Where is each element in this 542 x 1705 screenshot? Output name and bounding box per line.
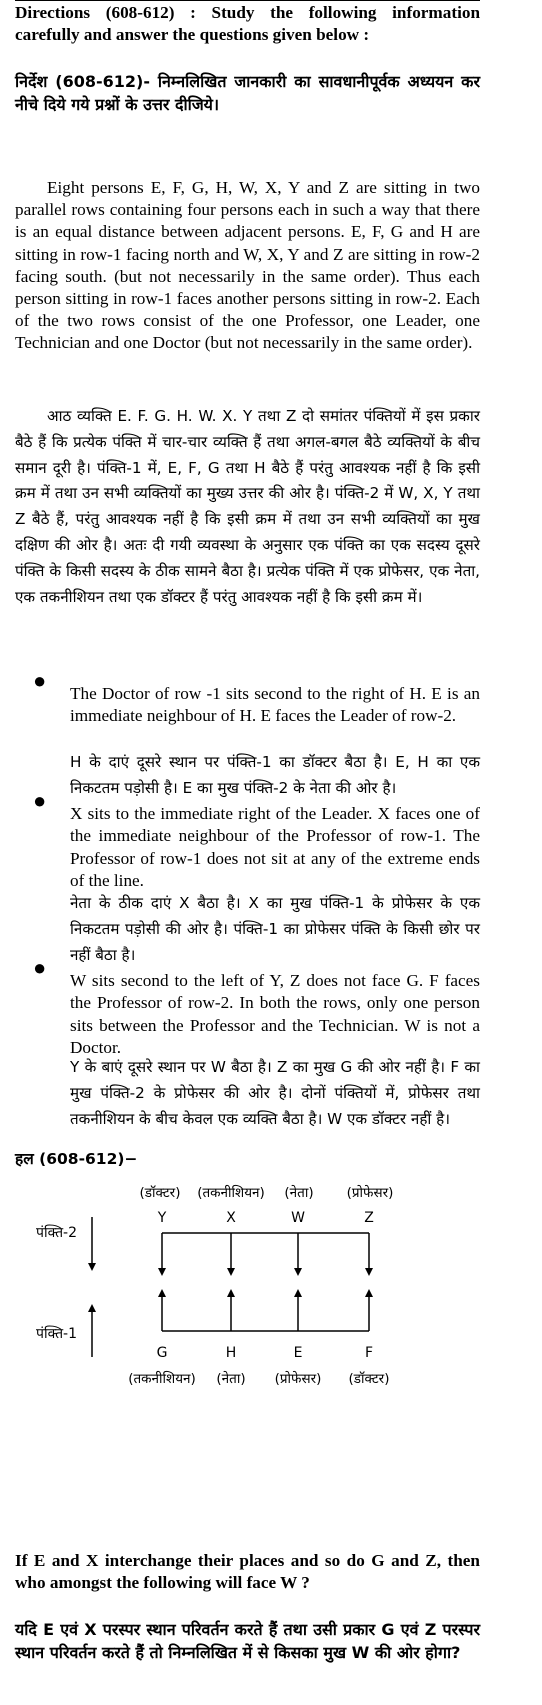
row1-role: (डॉक्टर) [348,1371,390,1387]
row2-person: Y [157,1210,167,1226]
directions-en: Directions (608-612) : Study the following information carefully and answer the questions given below : [15,3,480,45]
top-rule [15,0,480,1]
row2-role: (नेता) [284,1185,314,1201]
bullet-1-en: The Doctor of row -1 sits second to the right of H. E is an immediate neighbour of H. E faces the Leader of row-2. [70,684,480,726]
solution-heading: हल (608-612)− [15,1150,138,1168]
row1-role: (तकनीशियन) [128,1371,196,1387]
seating-diagram [0,1175,542,1400]
row1-role: (प्रोफेसर) [274,1371,322,1387]
bullet-marker: ● [33,788,47,813]
bullet-marker: ● [33,668,47,693]
row1-label: पंक्ति-1 [36,1326,78,1342]
row1-person: F [364,1345,374,1361]
row2-role: (तकनीशियन) [197,1185,265,1201]
row1-person: E [293,1345,303,1361]
directions-hi: निर्देश (608-612)- निम्नलिखित जानकारी का सावधानीपूर्वक अध्ययन कर नीचे दिये गये प्रश्नों के उत्तर दीजिये। [15,72,480,114]
bullet-2-en: X sits to the immediate right of the Leader. X faces one of the immediate neighbour of the Professor of row-1. The Professor of row-1 does not sit at any of the extreme ends of the line. [70,804,480,890]
row2-label: पंक्ति-2 [36,1225,78,1241]
bullet-2-hi: नेता के ठीक दाएं X बैठा है। X का मुख पंक्ति-1 के प्रोफेसर के एक निकटतम पड़ोसी की ओर है। पंक्ति-1 का प्रोफेसर पंक्ति के किसी छोर पर नहीं बैठा है। [70,894,480,964]
question-hi: यदि E एवं X परस्पर स्थान परिवर्तन करते हैं तथा उसी प्रकार G एवं Z परस्पर स्थान परिवर्तन करते हैं तो निम्नलिखित में से किसका मुख W की ओर होगा? [15,1620,480,1662]
bullet-3-hi: Y के बाएं दूसरे स्थान पर W बैठा है। Z का मुख G की ओर नहीं है। F का मुख पंक्ति-2 के प्रोफेसर की ओर है। दोनों पंक्तियों में, प्रोफेसर तथा तकनीशियन के बीच केवल एक व्यक्ति बैठा है। W एक डॉक्टर नहीं है। [70,1058,480,1128]
row2-person: W [291,1210,305,1226]
row2-person: X [226,1210,236,1226]
row1-person: G [156,1345,168,1361]
row1-person: H [225,1345,237,1361]
question-en: If E and X interchange their places and so do G and Z, then who amongst the following will face W ? [15,1551,480,1593]
bullet-marker: ● [33,955,47,980]
row2-role: (डॉक्टर) [139,1185,181,1201]
passage-hi: आठ व्यक्ति E. F. G. H. W. X. Y तथा Z दो समांतर पंक्तियों में इस प्रकार बैठे हैं कि प्रत्येक पंक्ति में चार-चार व्यक्ति हैं तथा अगल-बगल बैठे व्यक्तियों के बीच समान दूरी है। पंक्ति-1 में, E, F, G तथा H बैठे हैं परंतु आवश्यक नहीं है कि इसी क्रम में तथा उन सभी व्यक्तियों का मुख्य उत्तर की ओर है। पंक्ति-2 में W, X, Y तथा Z बैठे हैं, परंतु आवश्यक नहीं है कि इसी क्रम में तथा उन सभी व्यक्तियों का मुख दक्षिण की ओर है। अतः दी गयी व्यवस्था के अनुसार एक पंक्ति का एक सदस्य दूसरे पंक्ति के किसी सदस्य के ठीक सामने बैठा है। प्रत्येक पंक्ति में एक प्रोफेसर, एक नेता, एक तकनीशियन तथा एक डॉक्टर हैं परंतु आवश्यक नहीं है कि इसी क्रम में। [15,407,480,606]
bullet-1-hi: H के दाएं दूसरे स्थान पर पंक्ति-1 का डॉक्टर बैठा है। E, H का एक निकटतम पड़ोसी है। E का मुख पंक्ति-2 के नेता की ओर है। [70,753,480,797]
passage-en: Eight persons E, F, G, H, W, X, Y and Z are sitting in two parallel rows containing four persons each in such a way that there is an equal distance between adjacent persons. E, F, G and H are sitting in row-1 facing north and W, X, Y and Z are sitting in row-2 facing south. (but not necessarily in the same order). Thus each person sitting in row-1 faces another persons sitting in row-2. Each of the two rows consist of the one Professor, one Leader, one Technician and one Doctor (but not necessarily in the same order). [15,178,480,353]
row2-person: Z [364,1210,374,1226]
row1-role: (नेता) [216,1371,246,1387]
row2-role: (प्रोफेसर) [346,1185,394,1201]
bullet-3-en: W sits second to the left of Y, Z does not face G. F faces the Professor of row-2. In both the rows, only one person sits between the Professor and the Technician. W is not a Doctor. [70,971,480,1057]
